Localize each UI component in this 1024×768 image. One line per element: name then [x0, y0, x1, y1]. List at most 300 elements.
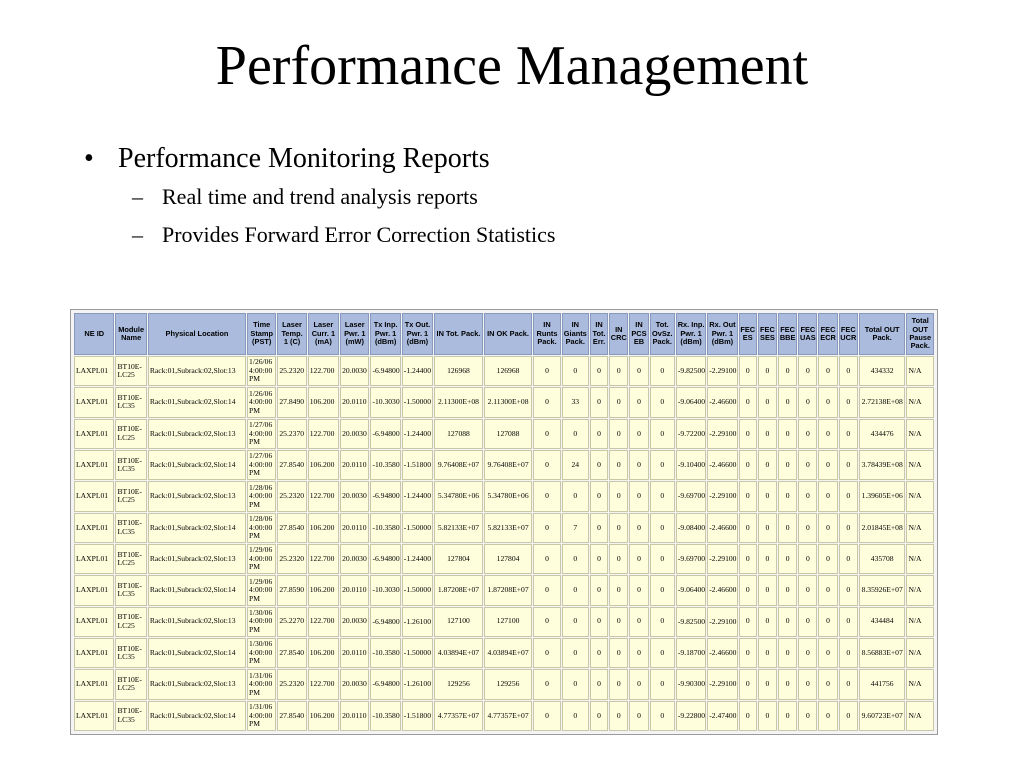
table-cell: 0 [758, 638, 777, 668]
column-header: FEC ECR [818, 313, 837, 355]
table-cell: 0 [609, 450, 628, 480]
table-cell: 0 [533, 669, 560, 699]
table-cell: 1/29/06 4:00:00 PM [247, 575, 276, 605]
table-cell: -2.46600 [707, 450, 737, 480]
table-cell: -2.47400 [707, 701, 737, 731]
table-cell: 0 [629, 387, 648, 417]
table-cell: 1/30/06 4:00:00 PM [247, 638, 276, 668]
column-header: Tx Inp. Pwr. 1 (dBm) [370, 313, 400, 355]
table-cell: 0 [590, 513, 608, 543]
table-cell: 127804 [484, 544, 533, 574]
table-cell: 0 [533, 607, 560, 637]
table-cell: 4.03894E+07 [484, 638, 533, 668]
table-cell: -2.46600 [707, 513, 737, 543]
table-cell: 0 [798, 607, 817, 637]
table-cell: 4.03894E+07 [434, 638, 483, 668]
table-cell: 106.200 [308, 638, 339, 668]
table-cell: 106.200 [308, 513, 339, 543]
table-cell: 0 [650, 419, 675, 449]
table-cell: 0 [839, 544, 858, 574]
table-cell: BT10E-LC35 [115, 701, 146, 731]
bullet-mark: • [84, 143, 94, 174]
table-cell: Rack:01,Subrack:02,Slot:14 [148, 638, 246, 668]
table-cell: 0 [629, 356, 648, 386]
table-cell: 0 [533, 513, 560, 543]
table-cell: N/A [906, 669, 934, 699]
table-cell: -1.24400 [402, 544, 433, 574]
table-cell: 20.0110 [340, 450, 369, 480]
table-cell: 0 [758, 450, 777, 480]
table-cell: 0 [758, 607, 777, 637]
table-cell: 33 [562, 387, 589, 417]
table-cell: -2.29100 [707, 481, 737, 511]
table-cell: 20.0030 [340, 669, 369, 699]
table-cell: N/A [906, 513, 934, 543]
table-cell: -2.29100 [707, 356, 737, 386]
table-cell: -9.82500 [676, 607, 706, 637]
table-cell: -6.94800 [370, 481, 400, 511]
table-cell: 0 [629, 450, 648, 480]
table-cell: 0 [590, 481, 608, 511]
sub-bullet-text: Real time and trend analysis reports [162, 184, 478, 209]
table-cell: -9.82500 [676, 356, 706, 386]
table-cell: -2.29100 [707, 669, 737, 699]
column-header: IN Giants Pack. [562, 313, 589, 355]
table-cell: 0 [818, 481, 837, 511]
sub-bullet-mark: – [132, 184, 143, 209]
table-cell: -1.26100 [402, 669, 433, 699]
table-row [74, 638, 934, 668]
table-cell: 0 [609, 513, 628, 543]
table-cell: 0 [778, 638, 797, 668]
table-cell: -9.69700 [676, 544, 706, 574]
table-cell: 0 [758, 544, 777, 574]
table-cell: 0 [609, 481, 628, 511]
table-cell: 0 [629, 419, 648, 449]
table-cell: Rack:01,Subrack:02,Slot:13 [148, 356, 246, 386]
table-cell: 1.87208E+07 [434, 575, 483, 605]
table-cell: 441756 [859, 669, 906, 699]
table-cell: 0 [562, 419, 589, 449]
bullet-item [84, 140, 556, 178]
table-cell: -2.29100 [707, 544, 737, 574]
table-cell: 1/31/06 4:00:00 PM [247, 701, 276, 731]
table-cell: -2.46600 [707, 638, 737, 668]
table-cell: 1.87208E+07 [484, 575, 533, 605]
table-cell: -6.94800 [370, 544, 400, 574]
table-cell: 0 [590, 450, 608, 480]
table-cell: 1/27/06 4:00:00 PM [247, 419, 276, 449]
table-cell: 1/28/06 4:00:00 PM [247, 513, 276, 543]
table-cell: -10.3580 [370, 450, 400, 480]
table-cell: 0 [590, 607, 608, 637]
table-cell: 0 [533, 544, 560, 574]
table-row [74, 387, 934, 417]
table-cell: 4.77357E+07 [434, 701, 483, 731]
table-cell: 0 [609, 544, 628, 574]
table-cell: 0 [629, 638, 648, 668]
table-cell: 0 [739, 356, 757, 386]
table-cell: 25.2320 [277, 544, 306, 574]
table-cell: 0 [533, 701, 560, 731]
table-row [74, 513, 934, 543]
table-cell: 122.700 [308, 419, 339, 449]
table-cell: 126968 [434, 356, 483, 386]
table-cell: -6.94800 [370, 669, 400, 699]
table-cell: Rack:01,Subrack:02,Slot:14 [148, 513, 246, 543]
table-cell: 0 [778, 701, 797, 731]
table-cell: -9.69700 [676, 481, 706, 511]
table-cell: 434484 [859, 607, 906, 637]
table-cell: 0 [739, 450, 757, 480]
table-row [74, 481, 934, 511]
sub-bullet-mark: – [132, 222, 143, 247]
table-cell: 0 [629, 669, 648, 699]
table-cell: 0 [758, 669, 777, 699]
table-cell: 0 [739, 575, 757, 605]
table-cell: 20.0110 [340, 575, 369, 605]
table-cell: 20.0110 [340, 638, 369, 668]
table-cell: LAXPL01 [74, 419, 114, 449]
table-cell: 2.01845E+08 [859, 513, 906, 543]
table-cell: 0 [739, 607, 757, 637]
table-header-row [74, 313, 934, 355]
table-cell: 27.8540 [277, 450, 306, 480]
table-cell: 8.56883E+07 [859, 638, 906, 668]
table-cell: 122.700 [308, 607, 339, 637]
table-cell: 27.8540 [277, 701, 306, 731]
table-cell: -1.50000 [402, 575, 433, 605]
column-header: Rx. Out Pwr. 1 (dBm) [707, 313, 737, 355]
sub-bullet-text: Provides Forward Error Correction Statistics [162, 222, 556, 247]
table-cell: 0 [609, 387, 628, 417]
table-cell: BT10E-LC25 [115, 669, 146, 699]
table-cell: 127088 [484, 419, 533, 449]
table-cell: LAXPL01 [74, 356, 114, 386]
table-row [74, 544, 934, 574]
performance-table [73, 312, 935, 732]
table-cell: 20.0110 [340, 387, 369, 417]
table-cell: BT10E-LC25 [115, 419, 146, 449]
table-cell: 0 [778, 356, 797, 386]
table-cell: 0 [818, 638, 837, 668]
column-header: Total OUT Pack. [859, 313, 906, 355]
table-cell: 0 [650, 544, 675, 574]
table-cell: 0 [798, 419, 817, 449]
table-cell: BT10E-LC25 [115, 544, 146, 574]
table-cell: 0 [839, 575, 858, 605]
table-cell: 0 [739, 387, 757, 417]
column-header: Tx Out. Pwr. 1 (dBm) [402, 313, 433, 355]
table-cell: -9.22800 [676, 701, 706, 731]
table-cell: 8.35926E+07 [859, 575, 906, 605]
table-cell: Rack:01,Subrack:02,Slot:14 [148, 575, 246, 605]
table-cell: -9.90300 [676, 669, 706, 699]
table-cell: 0 [629, 544, 648, 574]
table-cell: Rack:01,Subrack:02,Slot:13 [148, 419, 246, 449]
table-cell: 106.200 [308, 575, 339, 605]
table-cell: 0 [839, 607, 858, 637]
table-cell: 0 [839, 481, 858, 511]
table-cell: 0 [650, 356, 675, 386]
table-cell: LAXPL01 [74, 450, 114, 480]
table-cell: 0 [839, 450, 858, 480]
column-header: Tot. OvSz. Pack. [650, 313, 675, 355]
table-cell: 0 [778, 387, 797, 417]
table-cell: 0 [798, 356, 817, 386]
table-cell: 0 [818, 356, 837, 386]
table-cell: 1/26/06 4:00:00 PM [247, 356, 276, 386]
table-cell: 0 [590, 669, 608, 699]
table-cell: 20.0030 [340, 356, 369, 386]
table-cell: 106.200 [308, 450, 339, 480]
column-header: Physical Location [148, 313, 246, 355]
table-cell: -9.72200 [676, 419, 706, 449]
table-cell: BT10E-LC25 [115, 481, 146, 511]
table-cell: 0 [739, 701, 757, 731]
table-cell: N/A [906, 544, 934, 574]
table-cell: 5.34780E+06 [484, 481, 533, 511]
table-cell: 0 [590, 701, 608, 731]
table-cell: 0 [798, 638, 817, 668]
table-cell: -9.06400 [676, 575, 706, 605]
column-header: FEC ES [739, 313, 757, 355]
table-cell: 27.8490 [277, 387, 306, 417]
table-cell: 106.200 [308, 387, 339, 417]
table-cell: 0 [818, 387, 837, 417]
table-cell: 0 [818, 701, 837, 731]
column-header: IN Runts Pack. [533, 313, 560, 355]
table-cell: 0 [798, 701, 817, 731]
table-cell: 7 [562, 513, 589, 543]
column-header: IN PCS EB [629, 313, 648, 355]
table-cell: -2.46600 [707, 575, 737, 605]
sub-bullet-item [132, 216, 556, 254]
table-cell: 0 [650, 450, 675, 480]
table-cell: 0 [739, 513, 757, 543]
table-cell: 3.78439E+08 [859, 450, 906, 480]
table-cell: -9.06400 [676, 387, 706, 417]
table-cell: 0 [818, 669, 837, 699]
table-cell: BT10E-LC35 [115, 638, 146, 668]
table-cell: Rack:01,Subrack:02,Slot:13 [148, 544, 246, 574]
table-cell: 0 [609, 638, 628, 668]
table-cell: 0 [533, 419, 560, 449]
table-cell: 0 [798, 544, 817, 574]
table-cell: 0 [739, 669, 757, 699]
table-cell: 20.0030 [340, 419, 369, 449]
table-cell: 0 [650, 387, 675, 417]
table-cell: BT10E-LC35 [115, 575, 146, 605]
table-cell: 1/28/06 4:00:00 PM [247, 481, 276, 511]
table-cell: 126968 [484, 356, 533, 386]
table-cell: 0 [650, 513, 675, 543]
table-cell: 0 [839, 356, 858, 386]
table-cell: 0 [778, 669, 797, 699]
column-header: Laser Pwr. 1 (mW) [340, 313, 369, 355]
table-cell: 0 [629, 481, 648, 511]
table-cell: 0 [533, 481, 560, 511]
table-cell: 0 [533, 575, 560, 605]
table-cell: -1.51800 [402, 701, 433, 731]
table-cell: 0 [758, 701, 777, 731]
table-cell: -1.50000 [402, 638, 433, 668]
table-cell: Rack:01,Subrack:02,Slot:14 [148, 387, 246, 417]
table-cell: -1.51800 [402, 450, 433, 480]
table-cell: LAXPL01 [74, 669, 114, 699]
column-header: Total OUT Pause Pack. [906, 313, 934, 355]
table-cell: N/A [906, 638, 934, 668]
table-cell: 2.11300E+08 [434, 387, 483, 417]
table-cell: 127088 [434, 419, 483, 449]
table-cell: 0 [798, 513, 817, 543]
table-cell: 5.82133E+07 [484, 513, 533, 543]
table-cell: 106.200 [308, 701, 339, 731]
table-cell: 0 [739, 544, 757, 574]
table-cell: 0 [590, 544, 608, 574]
table-cell: LAXPL01 [74, 607, 114, 637]
table-cell: 0 [562, 638, 589, 668]
table-cell: Rack:01,Subrack:02,Slot:14 [148, 701, 246, 731]
table-cell: 0 [778, 450, 797, 480]
table-cell: N/A [906, 356, 934, 386]
column-header: Module Name [115, 313, 146, 355]
table-cell: 0 [739, 481, 757, 511]
table-cell: 0 [818, 450, 837, 480]
table-cell: 5.82133E+07 [434, 513, 483, 543]
table-cell: N/A [906, 387, 934, 417]
table-cell: -9.18700 [676, 638, 706, 668]
table-cell: LAXPL01 [74, 544, 114, 574]
table-cell: 0 [839, 513, 858, 543]
table-cell: 0 [758, 481, 777, 511]
table-cell: 20.0030 [340, 607, 369, 637]
bullet-text: Performance Monitoring Reports [118, 143, 490, 174]
table-cell: 0 [818, 607, 837, 637]
column-header: IN CRC [609, 313, 628, 355]
table-cell: -6.94800 [370, 419, 400, 449]
table-cell: 0 [609, 669, 628, 699]
table-cell: 0 [562, 481, 589, 511]
table-cell: N/A [906, 481, 934, 511]
table-cell: 0 [839, 387, 858, 417]
table-cell: 25.2320 [277, 669, 306, 699]
table-cell: 27.8540 [277, 513, 306, 543]
column-header: Rx. Inp. Pwr. 1 (dBm) [676, 313, 706, 355]
table-cell: 0 [778, 419, 797, 449]
table-cell: 127804 [434, 544, 483, 574]
table-cell: 0 [629, 701, 648, 731]
table-row [74, 701, 934, 731]
table-cell: 0 [533, 356, 560, 386]
column-header: Laser Curr. 1 (mA) [308, 313, 339, 355]
table-cell: 127100 [484, 607, 533, 637]
table-cell: -1.26100 [402, 607, 433, 637]
table-cell: 27.8590 [277, 575, 306, 605]
table-cell: 0 [778, 513, 797, 543]
table-cell: 20.0110 [340, 513, 369, 543]
table-cell: 0 [839, 701, 858, 731]
table-cell: 25.2320 [277, 356, 306, 386]
table-cell: 24 [562, 450, 589, 480]
column-header: NE ID [74, 313, 114, 355]
table-cell: Rack:01,Subrack:02,Slot:13 [148, 481, 246, 511]
table-cell: 0 [562, 607, 589, 637]
table-cell: -10.3580 [370, 701, 400, 731]
table-cell: 0 [650, 481, 675, 511]
table-cell: 0 [739, 638, 757, 668]
table-cell: -6.94800 [370, 356, 400, 386]
table-cell: -1.50000 [402, 387, 433, 417]
table-cell: 25.2320 [277, 481, 306, 511]
table-cell: 0 [650, 607, 675, 637]
table-cell: -10.3580 [370, 513, 400, 543]
table-cell: 0 [778, 575, 797, 605]
column-header: FEC UAS [798, 313, 817, 355]
table-cell: 5.34780E+06 [434, 481, 483, 511]
sub-bullet-item [132, 178, 556, 216]
table-cell: 0 [533, 387, 560, 417]
table-cell: 0 [650, 575, 675, 605]
table-cell: 20.0110 [340, 701, 369, 731]
table-cell: 0 [798, 669, 817, 699]
table-cell: 0 [629, 575, 648, 605]
table-cell: 2.11300E+08 [484, 387, 533, 417]
table-cell: 122.700 [308, 356, 339, 386]
table-cell: -6.94800 [370, 607, 400, 637]
table-cell: 0 [609, 575, 628, 605]
column-header: FEC SES [758, 313, 777, 355]
table-cell: 0 [533, 638, 560, 668]
table-cell: 25.2270 [277, 607, 306, 637]
table-cell: 127100 [434, 607, 483, 637]
table-cell: 0 [839, 419, 858, 449]
table-cell: 1/30/06 4:00:00 PM [247, 607, 276, 637]
table-cell: 0 [629, 513, 648, 543]
table-cell: 0 [839, 638, 858, 668]
table-cell: 0 [839, 669, 858, 699]
table-cell: 0 [798, 575, 817, 605]
table-cell: LAXPL01 [74, 638, 114, 668]
table-cell: 0 [562, 701, 589, 731]
table-cell: 0 [798, 481, 817, 511]
column-header: IN OK Pack. [484, 313, 533, 355]
table-cell: LAXPL01 [74, 513, 114, 543]
performance-table-container [70, 309, 938, 735]
table-cell: 0 [758, 419, 777, 449]
table-cell: 20.0030 [340, 481, 369, 511]
table-cell: 0 [650, 669, 675, 699]
table-cell: 0 [758, 356, 777, 386]
table-cell: 0 [650, 638, 675, 668]
table-cell: 1.39605E+06 [859, 481, 906, 511]
table-cell: BT10E-LC25 [115, 607, 146, 637]
table-cell: LAXPL01 [74, 387, 114, 417]
table-cell: 4.77357E+07 [484, 701, 533, 731]
table-row [74, 669, 934, 699]
table-cell: 0 [778, 607, 797, 637]
table-cell: 0 [562, 575, 589, 605]
table-cell: 0 [609, 701, 628, 731]
table-cell: 122.700 [308, 544, 339, 574]
table-cell: -9.08400 [676, 513, 706, 543]
table-cell: 1/29/06 4:00:00 PM [247, 544, 276, 574]
table-cell: 0 [609, 356, 628, 386]
table-cell: 129256 [434, 669, 483, 699]
table-row [74, 419, 934, 449]
table-row [74, 356, 934, 386]
table-cell: 9.76408E+07 [484, 450, 533, 480]
